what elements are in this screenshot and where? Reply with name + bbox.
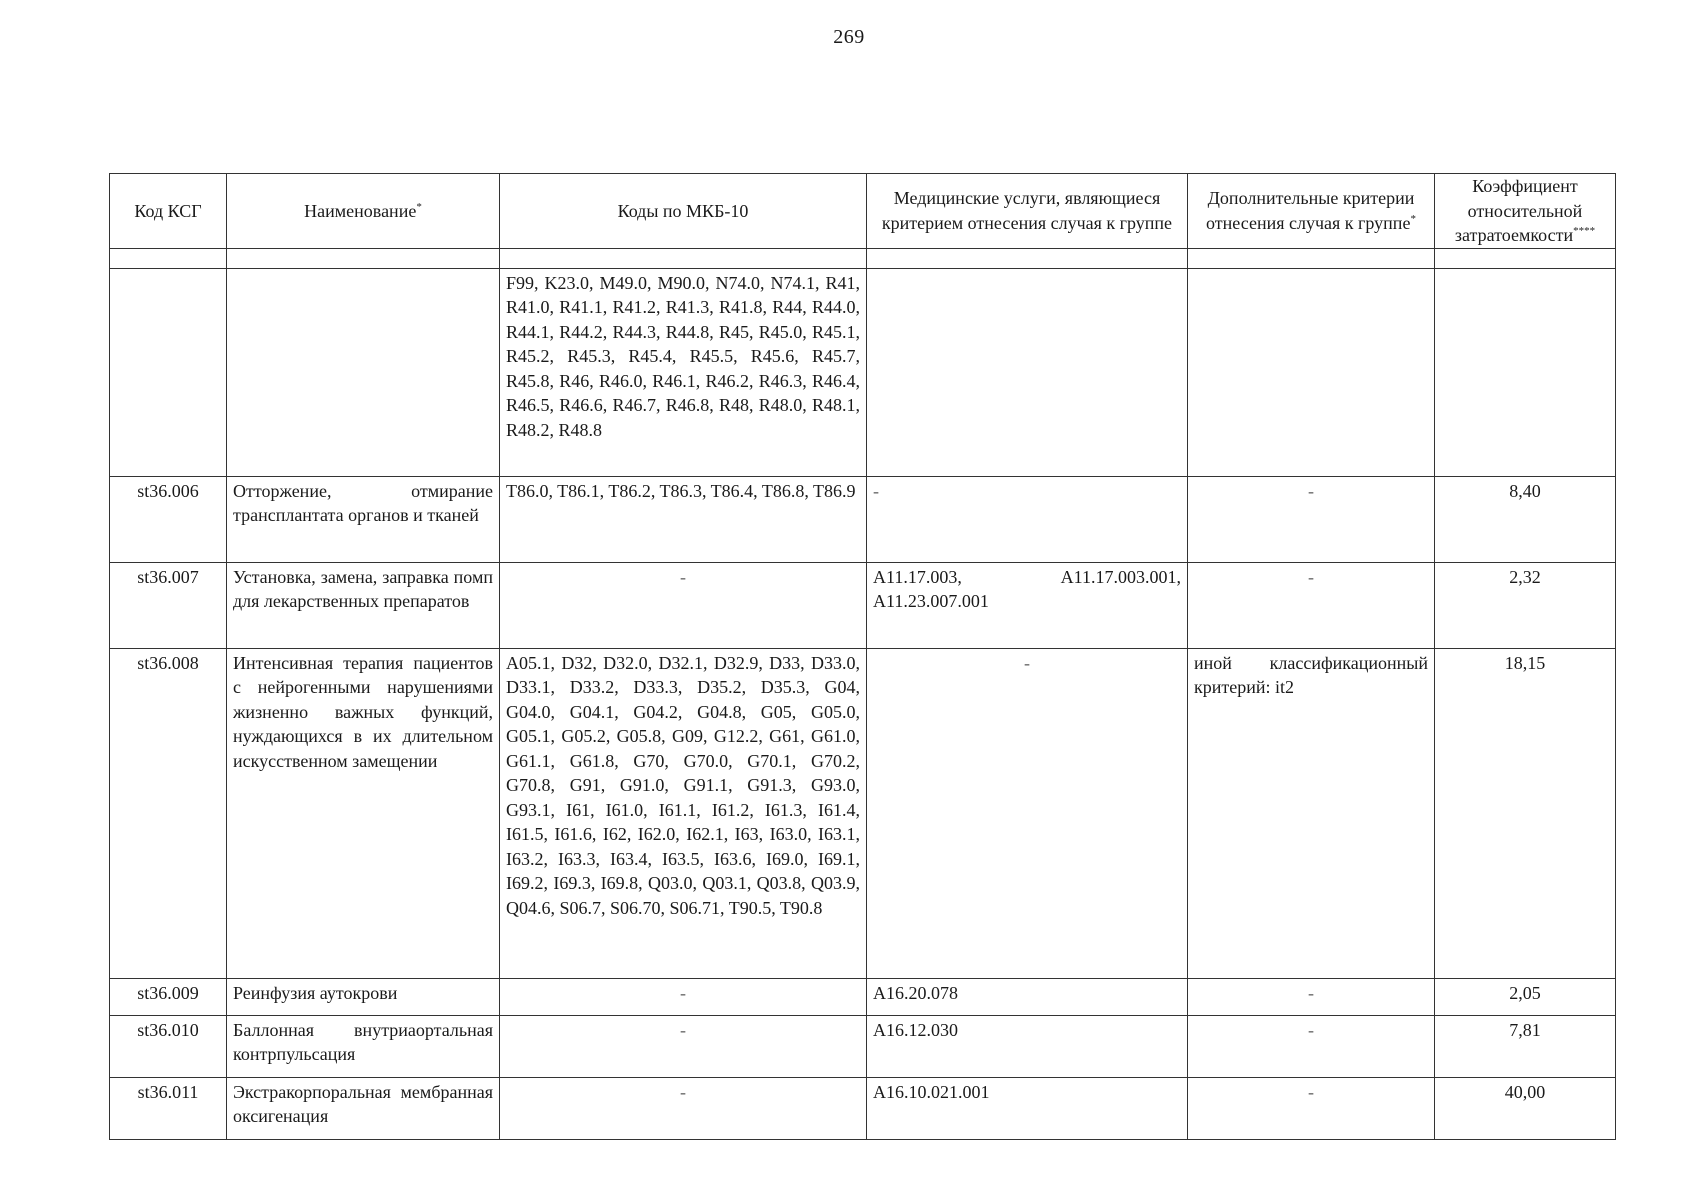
header-name: Наименование* [227,174,500,249]
cell-name: Интенсивная терапия пациентов с нейрогенными нарушениями жизненно важных функций, нуждающихся в их длительном искусственном замещении [227,648,500,978]
table-header [110,174,1616,249]
cell-code: st36.008 [110,648,227,978]
cell-mkb: - [500,562,867,648]
cell-extra: иной классификационный критерий: it2 [1188,648,1435,978]
table-row [110,978,1616,1015]
header-extra: Дополнительные критерии отнесения случая к группе* [1188,174,1435,249]
table-row [110,1077,1616,1139]
cell-code: st36.011 [110,1077,227,1139]
cell-name: Установка, замена, заправка помп для лекарственных препаратов [227,562,500,648]
cell-mkb: A05.1, D32, D32.0, D32.1, D32.9, D33, D33.0, D33.1, D33.2, D33.3, D35.2, D35.3, G04, G04.0, G04.1, G04.2, G04.8, G05, G05.0, G05.1, G05.2, G05.8, G09, G12.2, G61, G61.0, G61.1, G61.8, G70, G70.0, G70.1, G70.2, G70.8, G91, G91.0, G91.1, G91.3, G93.0, G93.1, I61, I61.0, I61.1, I61.2, I61.3, I61.4, I61.5, I61.6, I62, I62.0, I62.1, I63, I63.0, I63.1, I63.2, I63.3, I63.4, I63.5, I63.6, I69.0, I69.1, I69.2, I69.3, I69.8, Q03.0, Q03.1, Q03.8, Q03.9, Q04.6, S06.7, S06.70, S06.71, T90.5, T90.8 [500,648,867,978]
cell-coef: 40,00 [1435,1077,1616,1139]
cell-mkb: - [500,1077,867,1139]
cell-services: A11.17.003, A11.17.003.001, A11.23.007.001 [867,562,1188,648]
table-row [110,268,1616,476]
table-row [110,562,1616,648]
cell-code [110,268,227,476]
cell-mkb: T86.0, T86.1, T86.2, T86.3, T86.4, T86.8, T86.9 [500,476,867,562]
table-row [110,476,1616,562]
cell-mkb: - [500,978,867,1015]
cell-coef: 8,40 [1435,476,1616,562]
cell-name [227,268,500,476]
ksg-table [109,173,1616,1140]
cell-services: A16.10.021.001 [867,1077,1188,1139]
header-mkb: Коды по МКБ-10 [500,174,867,249]
header-spacer-row [110,248,1616,268]
cell-code: st36.009 [110,978,227,1015]
cell-coef: 2,05 [1435,978,1616,1015]
cell-extra: - [1188,1015,1435,1077]
cell-extra [1188,268,1435,476]
cell-coef [1435,268,1616,476]
cell-code: st36.007 [110,562,227,648]
page-number: 269 [833,26,865,48]
cell-name: Баллонная внутриаортальная контрпульсация [227,1015,500,1077]
cell-mkb: - [500,1015,867,1077]
cell-extra: - [1188,1077,1435,1139]
table-row [110,648,1616,978]
cell-coef: 2,32 [1435,562,1616,648]
cell-mkb: F99, K23.0, M49.0, M90.0, N74.0, N74.1, R41, R41.0, R41.1, R41.2, R41.3, R41.8, R44, R44.0, R44.1, R44.2, R44.3, R44.8, R45, R45.0, R45.1, R45.2, R45.3, R45.4, R45.5, R45.6, R45.7, R45.8, R46, R46.0, R46.1, R46.2, R46.3, R46.4, R46.5, R46.6, R46.7, R46.8, R48, R48.0, R48.1, R48.2, R48.8 [500,268,867,476]
cell-name: Отторжение, отмирание трансплантата органов и тканей [227,476,500,562]
header-code: Код КСГ [110,174,227,249]
cell-extra: - [1188,978,1435,1015]
cell-services: - [867,648,1188,978]
cell-coef: 7,81 [1435,1015,1616,1077]
header-services: Медицинские услуги, являющиеся критерием отнесения случая к группе [867,174,1188,249]
table-row [110,1015,1616,1077]
cell-name: Экстракорпоральная мембранная оксигенация [227,1077,500,1139]
cell-extra: - [1188,476,1435,562]
header-coef: Коэффициент относительной затратоемкости**** [1435,174,1616,249]
cell-services: A16.20.078 [867,978,1188,1015]
cell-services [867,268,1188,476]
cell-services: A16.12.030 [867,1015,1188,1077]
cell-code: st36.006 [110,476,227,562]
cell-coef: 18,15 [1435,648,1616,978]
cell-name: Реинфузия аутокрови [227,978,500,1015]
cell-services: - [867,476,1188,562]
cell-code: st36.010 [110,1015,227,1077]
cell-extra: - [1188,562,1435,648]
